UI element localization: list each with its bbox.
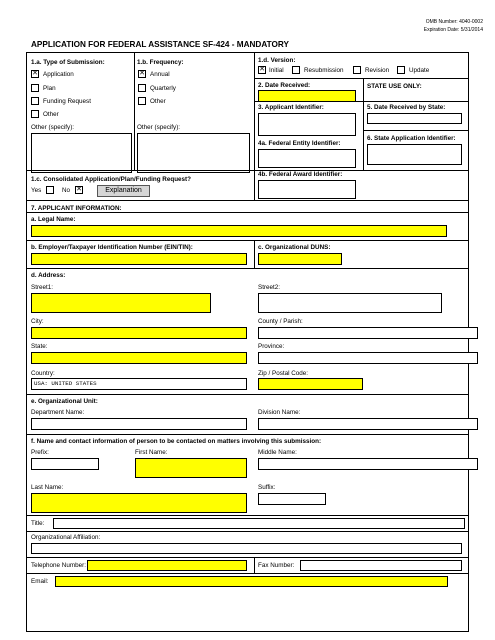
version-label: 1.d. Version: [258,57,296,64]
checkbox-application[interactable]: ✕ [32,70,38,77]
yes-label: Yes [31,187,42,194]
divider-address-top [26,268,469,269]
option-application-label: Application [43,71,74,78]
street1-label: Street1: [31,284,54,291]
no-label: No [62,187,71,194]
checkbox-yes[interactable] [46,186,54,194]
division-label: Division Name: [258,409,301,416]
frame-bottom-rule [26,631,469,632]
division-field[interactable] [258,418,478,430]
country-label: Country: [31,370,55,377]
divider-row6-top [363,130,469,131]
fax-field[interactable] [300,560,462,571]
duns-label: c. Organizational DUNS: [258,244,331,251]
last-name-label: Last Name: [31,484,64,491]
option-plan-label: Plan [43,85,56,92]
divider-legal-name-top [26,212,469,213]
address-heading: d. Address: [31,272,66,279]
divider-1c-top [26,170,255,171]
state-label: State: [31,343,48,350]
frame-right-rule [468,52,469,632]
first-name-field[interactable] [135,458,247,478]
divider-contact-top [26,434,469,435]
divider-tel-fax [254,557,255,573]
street1-field[interactable] [31,293,211,313]
divider-org-unit-top [26,394,469,395]
divider-section7-top [26,200,469,201]
date-received-by-state-label: 5. Date Received by State: [367,104,446,111]
checkbox-resubmission[interactable] [292,66,300,74]
affiliation-field[interactable] [31,543,462,554]
divider-right-cols [363,78,364,170]
zip-label: Zip / Postal Code: [258,370,309,377]
option-funding-request-label: Funding Request [43,98,91,105]
state-field[interactable] [31,352,247,364]
suffix-field[interactable] [258,493,326,505]
middle-name-field[interactable] [258,458,478,470]
city-field[interactable] [31,327,247,339]
telephone-label: Telephone Number: [31,562,86,569]
fax-label: Fax Number: [258,562,295,569]
date-received-by-state-field[interactable] [367,113,462,124]
legal-name-field[interactable] [31,225,447,237]
checkbox-other-submission[interactable] [31,110,39,118]
checkbox-funding-request[interactable] [31,97,39,105]
applicant-identifier-field[interactable] [258,113,356,136]
divider-1d-bottom [254,78,469,79]
checkbox-no[interactable]: ✕ [76,186,82,193]
checkbox-plan[interactable] [31,84,39,92]
divider-email-top [26,573,469,574]
county-field[interactable] [258,327,478,339]
federal-entity-identifier-field[interactable] [258,149,356,168]
street2-field[interactable] [258,293,442,313]
expiration-date: Expiration Date: 5/31/2014 [423,27,483,33]
other-submission-specify-field[interactable] [31,133,132,173]
county-label: County / Parish: [258,318,303,325]
checkbox-revision[interactable] [353,66,361,74]
city-label: City: [31,318,44,325]
federal-award-identifier-label: 4b. Federal Award Identifier: [258,171,343,178]
explanation-button[interactable]: Explanation [97,185,150,197]
divider-row3-top [254,101,469,102]
applicant-information-heading: 7. APPLICANT INFORMATION: [31,205,122,212]
frame-top-rule [26,52,469,53]
email-label: Email: [31,578,49,585]
department-label: Department Name: [31,409,85,416]
checkbox-annual[interactable]: ✕ [139,70,145,77]
divider-telephone-top [26,557,469,558]
telephone-field[interactable] [87,560,247,571]
email-field[interactable] [55,576,448,587]
checkbox-quarterly[interactable] [138,84,146,92]
option-update-label: Update [409,67,430,74]
federal-award-identifier-field[interactable] [258,180,356,199]
date-received-label: 2. Date Received: [258,82,311,89]
state-application-identifier-label: 6. State Application Identifier: [367,135,456,142]
zip-field[interactable] [258,378,363,390]
legal-name-label: a. Legal Name: [31,216,76,223]
divider-affiliation-top [26,531,469,532]
consolidated-label: 1.c. Consolidated Application/Plan/Funding Request? [31,176,191,183]
suffix-label: Suffix: [258,484,276,491]
option-revision-label: Revision [365,67,390,74]
divider-title-top [26,515,469,516]
department-field[interactable] [31,418,247,430]
first-name-label: First Name: [135,449,168,456]
middle-name-label: Middle Name: [258,449,297,456]
divider-ein-top [26,240,469,241]
type-of-submission-label: 1.a. Type of Submission: [31,59,105,66]
option-annual-label: Annual [150,71,170,78]
checkbox-update[interactable] [397,66,405,74]
duns-field[interactable] [258,253,342,265]
state-application-identifier-field[interactable] [367,144,462,165]
option-resubmission-label: Resubmission [304,67,344,74]
option-initial-label: Initial [269,67,284,74]
province-label: Province: [258,343,285,350]
frame-left-rule [26,52,27,632]
omb-number: OMB Number: 4040-0002 [425,19,483,25]
prefix-label: Prefix: [31,449,49,456]
country-field[interactable]: USA: UNITED STATES [31,378,247,390]
checkbox-other-frequency[interactable] [138,97,146,105]
contact-heading: f. Name and contact information of person to be contacted on matters involving this submission: [31,438,322,445]
option-other-frequency-label: Other [150,98,166,105]
last-name-field[interactable] [31,493,247,513]
affiliation-label: Organizational Affiliation: [31,534,101,541]
federal-entity-identifier-label: 4a. Federal Entity Identifier: [258,140,341,147]
street2-label: Street2: [258,284,281,291]
divider-left-right [254,52,255,201]
other-submission-specify-label: Other (specify): [31,124,75,131]
option-quarterly-label: Quarterly [150,85,176,92]
divider-1a-1b [134,52,135,170]
checkbox-initial[interactable]: ✕ [259,66,265,73]
state-use-only-label: STATE USE ONLY: [367,83,422,90]
ein-label: b. Employer/Taxpayer Identification Number (EIN/TIN): [31,244,193,251]
other-frequency-specify-field[interactable] [137,133,250,173]
option-other-submission-label: Other [43,111,59,118]
applicant-identifier-label: 3. Applicant Identifier: [258,104,324,111]
title-label: Title: [31,520,45,527]
title-field[interactable] [53,518,465,529]
province-field[interactable] [258,352,478,364]
other-frequency-specify-label: Other (specify): [137,124,181,131]
org-unit-heading: e. Organizational Unit: [31,398,98,405]
form-title: APPLICATION FOR FEDERAL ASSISTANCE SF-424 - MANDATORY [31,40,289,49]
ein-field[interactable] [31,253,247,265]
prefix-field[interactable] [31,458,99,470]
frequency-label: 1.b. Frequency: [137,59,184,66]
divider-ein-duns [254,240,255,268]
